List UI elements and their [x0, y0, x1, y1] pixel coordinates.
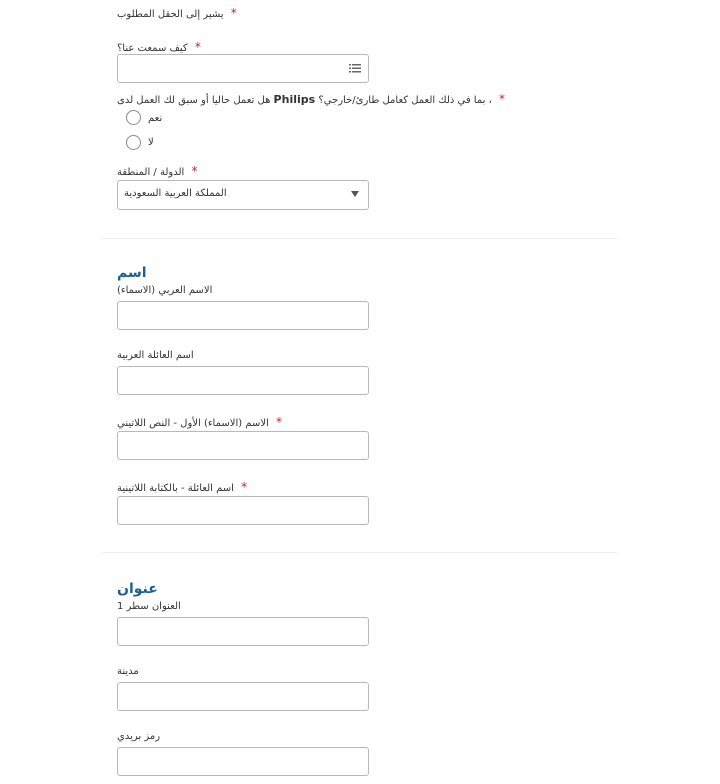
list-icon[interactable]	[349, 63, 361, 74]
required-asterisk: *	[499, 92, 505, 106]
arabic-last-name-input[interactable]	[117, 366, 369, 395]
radio-no-label: لا	[148, 137, 154, 148]
country-select[interactable]	[117, 180, 369, 210]
how-heard-label: * كيف سمعت عنا؟	[117, 40, 201, 54]
how-heard-field[interactable]	[117, 54, 369, 83]
name-section-title: اسم	[117, 265, 147, 281]
latin-last-name-input[interactable]	[117, 496, 369, 525]
city-input[interactable]	[117, 682, 369, 711]
required-asterisk: *	[191, 164, 198, 178]
chevron-down-icon	[351, 191, 359, 197]
country-selected-value: المملكة العربية السعودية	[124, 188, 227, 199]
divider	[102, 552, 617, 553]
arabic-first-name-input[interactable]	[117, 301, 369, 330]
divider	[102, 238, 617, 239]
radio-no[interactable]	[126, 135, 141, 150]
latin-first-name-label: * الاسم (الاسماء) الأول - النص اللاتيني	[117, 415, 283, 429]
address-section-title: عنوان	[117, 581, 158, 597]
latin-last-name-label: * اسم العائلة - بالكتابة اللاتينية	[117, 480, 248, 494]
postal-code-label: رمز بريدي	[117, 731, 161, 742]
address-line1-input[interactable]	[117, 617, 369, 646]
city-label: مدينة	[117, 666, 139, 677]
radio-yes[interactable]	[126, 110, 141, 125]
required-asterisk: *	[194, 40, 201, 54]
required-asterisk: *	[241, 480, 248, 494]
radio-yes-label: نعم	[148, 113, 163, 124]
arabic-last-name-label: اسم العائلة العربية	[117, 350, 194, 361]
address-line1-label: العنوان سطر 1	[117, 601, 181, 612]
required-asterisk: *	[230, 6, 237, 20]
country-label: * الدولة / المنطقة	[117, 164, 198, 178]
postal-code-input[interactable]	[117, 747, 369, 776]
arabic-first-name-label: الاسم العربي (الاسماء)	[117, 285, 213, 296]
required-asterisk: *	[276, 415, 283, 429]
required-note: * يشير إلى الحقل المطلوب	[117, 6, 237, 20]
latin-first-name-input[interactable]	[117, 431, 369, 460]
philips-question-label: * ، بما في ذلك العمل كعامل طارئ/خارجي؟ Philips هل تعمل حاليا أو سبق لك العمل لدى	[117, 92, 505, 106]
